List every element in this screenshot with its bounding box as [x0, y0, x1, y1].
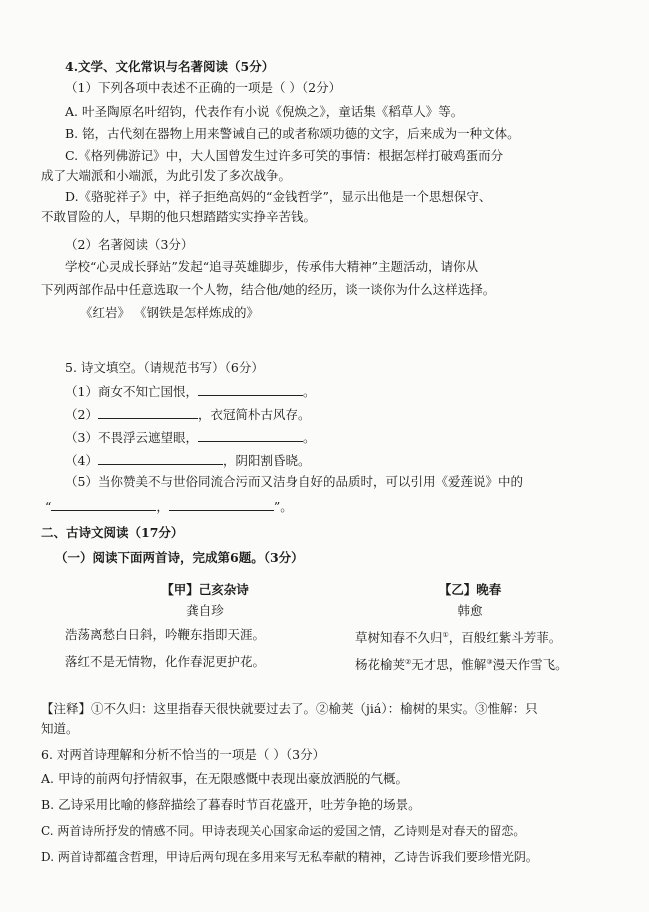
answer-blank[interactable]: [169, 497, 274, 511]
q4-option-a: A. 叶圣陶原名叶绍钧，代表作有小说《倪焕之》，童话集《稻草人》等。: [65, 104, 464, 119]
q6-option-a: A. 甲诗的前两句抒情叙事，在无限感慨中表现出豪放洒脱的气概。: [41, 771, 408, 786]
q4-option-d-line1: D.《骆驼祥子》中，祥子拒绝高妈的“金钱哲学”，显示出他是一个思想保守、: [65, 189, 492, 204]
answer-blank[interactable]: [198, 382, 303, 396]
reading-prompt-line2: 下列两部作品中任意选取一个人物，结合他/她的经历，谈一谈你为什么这样选择。: [41, 282, 496, 297]
q4-sub1: （1）下列各项中表述不正确的一项是（ ）（2分）: [65, 80, 342, 95]
q6-option-c: C. 两首诗所抒发的情感不同。甲诗表现关心国家命运的爱国之情，乙诗则是对春天的留恋。: [41, 824, 526, 838]
poem-a-line2: 落红不是无情物，化作春泥更护花。: [65, 654, 266, 669]
section2-subtitle: （一）阅读下面两首诗，完成第6题。（3分）: [55, 550, 304, 565]
poem-b-line2: 杨花榆荚②无才思，惟解③漫天作雪飞。: [355, 657, 568, 673]
q5-line3: （3）不畏浮云遮望眼， 。: [65, 430, 316, 445]
notes-line1: 【注释】①不久归：这里指春天很快就要过去了。②榆荚（jiá）：榆树的果实。③惟解：只: [41, 701, 538, 716]
q4-option-c-line1: C.《格列佛游记》中，大人国曾发生过许多可笑的事情：根据怎样打破鸡蛋而分: [65, 148, 504, 163]
reading-prompt-line1: 学校“心灵成长驿站”发起“追寻英雄脚步，传承伟大精神”主题活动，请你从: [65, 259, 479, 274]
q4-option-b: B. 铭，古代刻在器物上用来警诫自己的或者称颂功德的文字，后来成为一种文体。: [65, 126, 520, 141]
q4-option-d-line2: 不敢冒险的人，早期的他只想踏踏实实挣辛苦钱。: [41, 209, 317, 224]
poem-a-line1: 浩荡离愁白日斜，吟鞭东指即天涯。: [65, 627, 266, 642]
poem-b-title: 【乙】晚春: [438, 582, 502, 597]
poem-b-author: 韩愈: [457, 603, 483, 618]
q5-line1: （1）商女不知亡国恨， 。: [65, 384, 316, 399]
poem-a-title: 【甲】己亥杂诗: [161, 582, 249, 597]
section2-title: 二、古诗文阅读（17分）: [41, 525, 184, 540]
q6-title: 6. 对两首诗理解和分析不恰当的一项是（ ）（3分）: [41, 747, 326, 762]
book-list: 《红岩》 《钢铁是怎样炼成的》: [80, 305, 259, 320]
q6-option-b: B. 乙诗采用比喻的修辞描绘了暮春时节百花盛开，吐芳争艳的场景。: [41, 797, 421, 812]
q4-option-c-line2: 成了大端派和小端派，为此引发了多次战争。: [41, 168, 292, 183]
answer-blank[interactable]: [98, 405, 198, 419]
poem-b-line1: 草树知春不久归①，百般红紫斗芳菲。: [355, 630, 562, 646]
q5-line6: “ ， ”。: [45, 499, 293, 514]
q4-title: 4.文学、文化常识与名著阅读（5分）: [65, 59, 275, 74]
q5-line2: （2） ，衣冠简朴古风存。: [65, 407, 311, 422]
q6-option-d: D. 两首诗都蕴含哲理，甲诗后两句现在多用来写无私奉献的精神，乙诗告诉我们要珍惜光阴。: [41, 850, 538, 864]
q4-sub2: （2）名著阅读（3分）: [65, 237, 194, 252]
q5-title: 5. 诗文填空。（请规范书写）（6分）: [65, 360, 264, 375]
notes-line2: 知道。: [41, 721, 79, 736]
answer-blank[interactable]: [51, 497, 156, 511]
poem-a-author: 龚自珍: [186, 603, 224, 618]
answer-blank[interactable]: [198, 428, 303, 442]
q5-line5: （5）当你赞美不与世俗同流合污而又洁身自好的品质时，可以引用《爱莲说》中的: [65, 474, 523, 489]
answer-blank[interactable]: [98, 451, 223, 465]
q5-line4: （4） ，阴阳割昏晓。: [65, 453, 311, 468]
